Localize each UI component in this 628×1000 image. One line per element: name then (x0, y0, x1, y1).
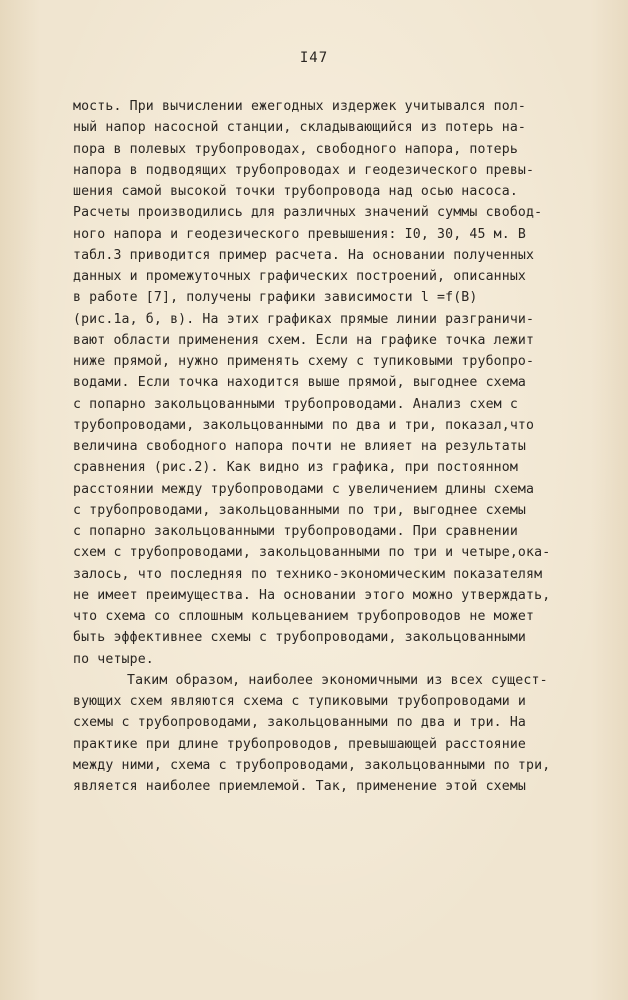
text-line: трубопроводами, закольцованными по два и три, показал,что (73, 417, 535, 433)
page-number: I47 (299, 50, 329, 66)
text-line: в работе [7], получены графики зависимости l =f(B) (73, 290, 478, 306)
text-line: величина свободного напора почти не влияет на результаты (73, 439, 527, 454)
text-line: быть эффективнее схемы с трубопроводами, закольцованными (73, 630, 527, 646)
text-line: данных и промежуточных графических построений, описанных (73, 269, 527, 284)
text-line: не имеет преимущества. На основании этого можно утверждать, (73, 587, 551, 603)
paragraph (73, 96, 573, 670)
text-line: практике при длине трубопроводов, превышающей расстояние (73, 736, 527, 752)
text-line: шения самой высокой точки трубопровода над осью насоса. (73, 184, 518, 199)
text-line: по четыре. (73, 651, 154, 667)
text-line: Расчеты производились для различных значений суммы свобод- (73, 205, 543, 221)
text-line: расстоянии между трубопроводами с увеличением длины схема (73, 481, 535, 497)
text-line: схем с трубопроводами, закольцованными по три и четыре,ока- (73, 545, 551, 561)
text-line: ный напор насосной станции, складывающийся из потерь на- (73, 120, 527, 136)
body-text (73, 96, 573, 797)
text-line: с попарно закольцованными трубопроводами. Анализ схем с (73, 396, 518, 412)
text-line: что схема со сплошным кольцеванием трубопроводов не может (73, 609, 535, 624)
text-line: водами. Если точка находится выше прямой, выгоднее схема (73, 375, 527, 391)
text-line: является наиболее приемлемой. Так, применение этой схемы (73, 779, 527, 794)
text-line: табл.3 приводится пример расчета. На основании полученных (73, 247, 535, 263)
text-line: вают области применения схем. Если на графике точка лежит (73, 332, 535, 348)
text-line: ного напора и геодезического превышения: I0, 30, 45 м. В (73, 226, 527, 242)
text-line: Таким образом, наиболее экономичными из всех сущест- (127, 672, 548, 688)
text-line: с попарно закольцованными трубопроводами. При сравнении (73, 524, 518, 539)
text-line: сравнения (рис.2). Как видно из графика, при постоянном (73, 460, 518, 476)
text-line: вующих схем являются схема с тупиковыми трубопроводами и (73, 694, 527, 709)
text-line: ниже прямой, нужно применять схему с тупиковыми трубопро- (73, 354, 535, 369)
text-line: мость. При вычислении ежегодных издержек учитывался пол- (73, 99, 527, 114)
text-line: с трубопроводами, закольцованными по три, выгоднее схемы (73, 502, 527, 518)
text-line: залось, что последняя по технико-экономическим показателям (73, 566, 543, 582)
paragraph (73, 670, 573, 798)
text-line: (рис.1а, б, в). На этих графиках прямые линии разграничи- (73, 311, 535, 327)
text-line: между ними, схема с трубопроводами, закольцованными по три, (73, 757, 551, 773)
text-line: пора в полевых трубопроводах, свободного напора, потерь (73, 141, 518, 157)
text-line: схемы с трубопроводами, закольцованными по два и три. На (73, 715, 527, 731)
text-line: напора в подводящих трубопроводах и геодезического превы- (73, 162, 535, 178)
